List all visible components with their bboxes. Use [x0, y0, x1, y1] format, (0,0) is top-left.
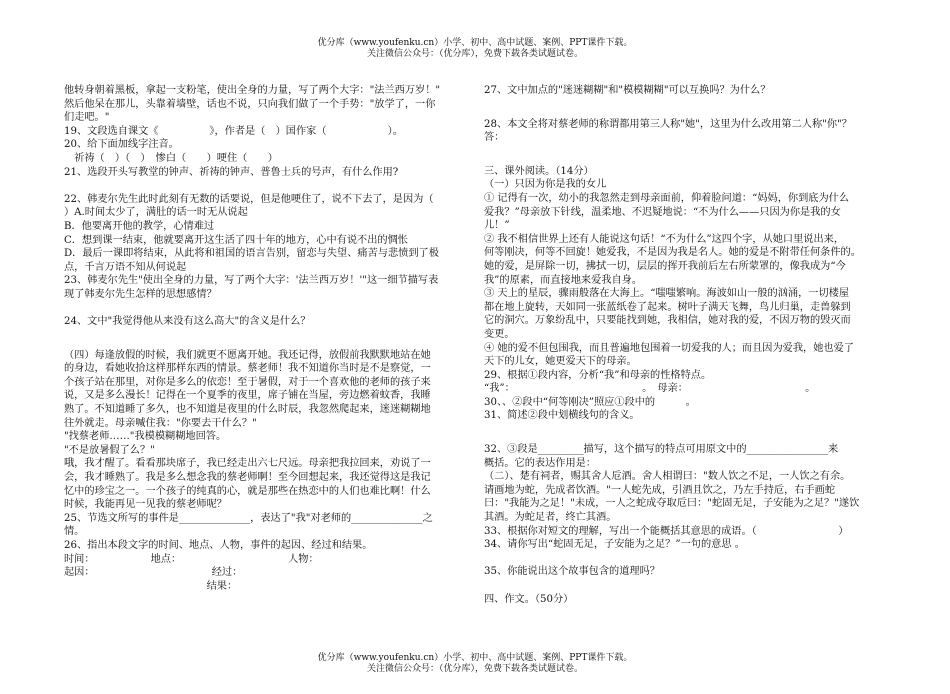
- passage-line: 它的洞穴。万象纷乱中，只要能找到她，我相信，她对我的爱，不因万物的毁灭而: [484, 315, 851, 327]
- passage-2-line: （二）、楚有祠者，赐其舍人卮酒。舍人相谓曰："数人饮之不足，一人饮之有余。: [484, 471, 851, 483]
- question-20: 20、给下面加线字注音。: [64, 139, 179, 151]
- passage-line: 他转身朝着黑板，拿起一支粉笔，使出全身的力量，写了两个大字："法兰西万岁！": [64, 85, 441, 96]
- right-column: [484, 84, 894, 606]
- header-line-2: 关注微信公众号：（优分库），免费下载各类试题试卷。: [366, 49, 583, 59]
- passage-line: 天下的儿女，她更爱天下的母亲。: [484, 356, 637, 368]
- question-32-cont: 概括。它的表达作用是：: [484, 457, 597, 469]
- question-29-blanks: “我”： 。 母亲： 。: [484, 383, 816, 395]
- footer-line-1: 优分库（www.youfenku.cn）小学、初中、高中试题、案例、PPT课件下载。: [317, 653, 633, 663]
- option-d: D．最后一课即将结束，从此将和祖国的语言告别，留恋与失望、痛苦与悲愤到了极: [64, 248, 439, 260]
- passage-line: ③ 天上的星辰，骤雨般落在大海上。“嗤嗤繁响。海波如山一般的汹涌，一切楼屋: [484, 288, 850, 300]
- header-line-1: 优分库（www.youfenku.cn）小学、初中、高中试题、案例、PPT课件下载。: [317, 38, 633, 48]
- question-26: 26、指出本段文字的时间、地点、人物，事件的起因、经过和结果。: [64, 540, 373, 551]
- page-footer: [0, 653, 950, 675]
- answer-label: 答：: [484, 132, 505, 144]
- question-29: 29、根据①段内容，分析“我”和母亲的性格特点。: [484, 369, 712, 381]
- passage-4-line: 会，我才睡熟了。我是多么想念我的蔡老师啊！至今回想起来，我还觉得这是我记: [64, 472, 431, 484]
- passage-title: （一）只因为你是我的女儿: [484, 179, 607, 191]
- passage-line: ① 记得有一次，幼小的我忽然走到母亲面前，仰着脸问道：“妈妈，你到底为什么: [484, 192, 850, 204]
- question-26-fields: 结果：: [64, 580, 238, 592]
- passage-line: 何等刚决，何等不回旋！她爱我，不是因为我是名人。她的爱是不附带任何条件的。: [484, 247, 861, 259]
- question-26-fields: 时间： 地点： 人物：: [64, 553, 319, 565]
- passage-line: 们走吧。": [64, 112, 110, 124]
- question-27: 27、文中加点的"迷迷糊糊"和"模模糊糊"可以互换吗？为什么？: [484, 85, 771, 96]
- question-32: 32、③段是_________描写，这个描写的特点可用原文中的________________来: [484, 444, 839, 456]
- question-30: 30、、②段中“何等刚决”照应①段中的 。: [484, 396, 696, 408]
- question-23: 23、韩麦尔先生"使出全身的力量，写了两个大字：'法兰西万岁！'"这一细节描写表: [64, 275, 439, 287]
- page-header: [0, 38, 950, 60]
- question-22: 22、韩麦尔先生此时此刻有无数的话要说，但是他哽住了，说不下去了，是因为（: [64, 193, 434, 205]
- passage-2-line: 其酒。为蛇足者，终亡其酒。: [484, 512, 617, 524]
- passage-4-line: "找蔡老师……"我模模糊糊地回答。: [64, 431, 227, 443]
- passage-line: 我”的原素，而直接地来爱我自身。: [484, 274, 643, 286]
- passage-line: ④ 她的爱不但包围我，而且普遍地包围着一切爱我的人；而且因为爱我，她也爱了: [484, 342, 854, 354]
- passage-line: 都在地上旋转，天如同一张蓝纸卷了起来。树叶子满天飞舞，鸟儿归巢，走兽躲到: [484, 301, 851, 313]
- question-23-cont: 现了韩麦尔先生怎样的思想感情？: [64, 288, 217, 300]
- question-35: 35、你能说出这个故事包含的道理吗？: [484, 566, 660, 578]
- passage-line: ② 我不相信世界上还有人能说这句话！“不为什么”这四个字，从她口里说出来，: [484, 233, 845, 245]
- passage-4-line: （四）每逢放假的时候，我们就更不愿离开她。我还记得，放假前我默默地站在她: [64, 349, 431, 361]
- option-d-cont: 点，千言万语不知从何说起: [64, 261, 187, 273]
- question-25: 25、节选文所写的事件是______________，表达了"我"对老师的______________之: [64, 512, 433, 524]
- passage-4-line: 时候，我能再见一见我的蔡老师呢？: [64, 499, 227, 511]
- left-column: [64, 84, 484, 593]
- passage-4-line: 哦，我才醒了。看看那块席子，我已经走出六七尺远。母亲把我拉回来，劝说了一: [64, 458, 431, 470]
- question-21: 21、选段开头写教堂的钟声、祈祷的钟声、普鲁士兵的号声，有什么作用?: [64, 166, 399, 178]
- passage-4-line: 往外就走。母亲喊住我："你要去干什么？": [64, 417, 257, 429]
- passage-2-line: 请画地为蛇，先成者饮酒。"一人蛇先成，引酒且饮之，乃左手持卮，右手画蛇: [484, 484, 836, 496]
- passage-line: 她的爱，是屏除一切，拂拭一切，层层的挥开我前后左右所蒙罩的，像我成为“今: [484, 260, 846, 272]
- passage-4-line: 忆中的珍宝之一。一个孩子的纯真的心，就是那些在热恋中的人们也难比啊！什么: [64, 485, 431, 497]
- question-31: 31、简述②段中划横线句的含义。: [484, 410, 640, 422]
- question-19: 19、文段选自课文《 》，作者是（ ）国作家（ ）。: [64, 125, 403, 137]
- section-heading: 三、课外阅读。（14分）: [484, 165, 594, 177]
- passage-4-line: 个孩子站在那里，对你是多么的依恋！至于暑假，对于一个喜欢他的老师的孩子来: [64, 376, 431, 388]
- passage-4-line: 说，又是多么漫长！记得在一个夏季的夜里，席子铺在当屋，旁边燃着蚊香，我睡: [64, 390, 431, 402]
- question-33: 33、根据你对短文的理解，写出一个能概括其意思的成语。（ ）: [484, 525, 849, 537]
- option-b: B．他要离开他的教学，心情难过: [64, 220, 215, 232]
- footer-line-2: 关注微信公众号：（优分库），免费下载各类试题试卷。: [366, 664, 583, 674]
- passage-line: 然后他呆在那儿，头靠着墙壁，话也不说，只向我们做了一个手势："放学了，一你: [64, 98, 436, 110]
- passage-line: 儿！”: [484, 220, 510, 232]
- option-a: ）A.时间太少了，满肚的话一时无从说起: [64, 207, 248, 219]
- question-28: 28、本文全将对蔡老师的称谓都用第三人称"她"，这里为什么改用第二人称"你"？: [484, 118, 852, 130]
- passage-4-line: 熟了。不知道睡了多久，也不知道是夜里的什么时辰，我忽然爬起来，迷迷糊糊地: [64, 404, 431, 416]
- passage-4-line: "不是放暑假了么？": [64, 444, 155, 456]
- question-24: 24、文中"我觉得他从来没有这么高大"的含义是什么？: [64, 316, 311, 328]
- question-26-fields: 起因： 经过：: [64, 567, 243, 579]
- passage-line: 爱我？”母亲放下针线，温柔地、不迟疑地说：“不为什么——只因为你是我的女: [484, 206, 841, 218]
- question-25-cont: 情。: [64, 526, 85, 538]
- option-c: C．想到课一结束，他就要离开这生活了四十年的地方，心中有说不出的惆怅: [64, 234, 408, 246]
- question-20-blanks: 祈祷（ ）（ ） 惨白（ ）哽住（ ）: [64, 152, 278, 164]
- passage-line: 变更。: [484, 328, 515, 340]
- passage-4-line: 的身边，看她收拾这样那样东西的情景。蔡老师！我不知道你当时是不是察觉，一: [64, 363, 431, 375]
- passage-2-line: 曰："我能为之足！"未成，一人之蛇成夺取卮曰："蛇固无足，子安能为之足？"遂饮: [484, 498, 860, 510]
- question-34: 34、请你写出“蛇固无足，子安能为之足？”一句的意思 。: [484, 539, 745, 551]
- section-heading-composition: 四、作文。（50分）: [484, 593, 574, 605]
